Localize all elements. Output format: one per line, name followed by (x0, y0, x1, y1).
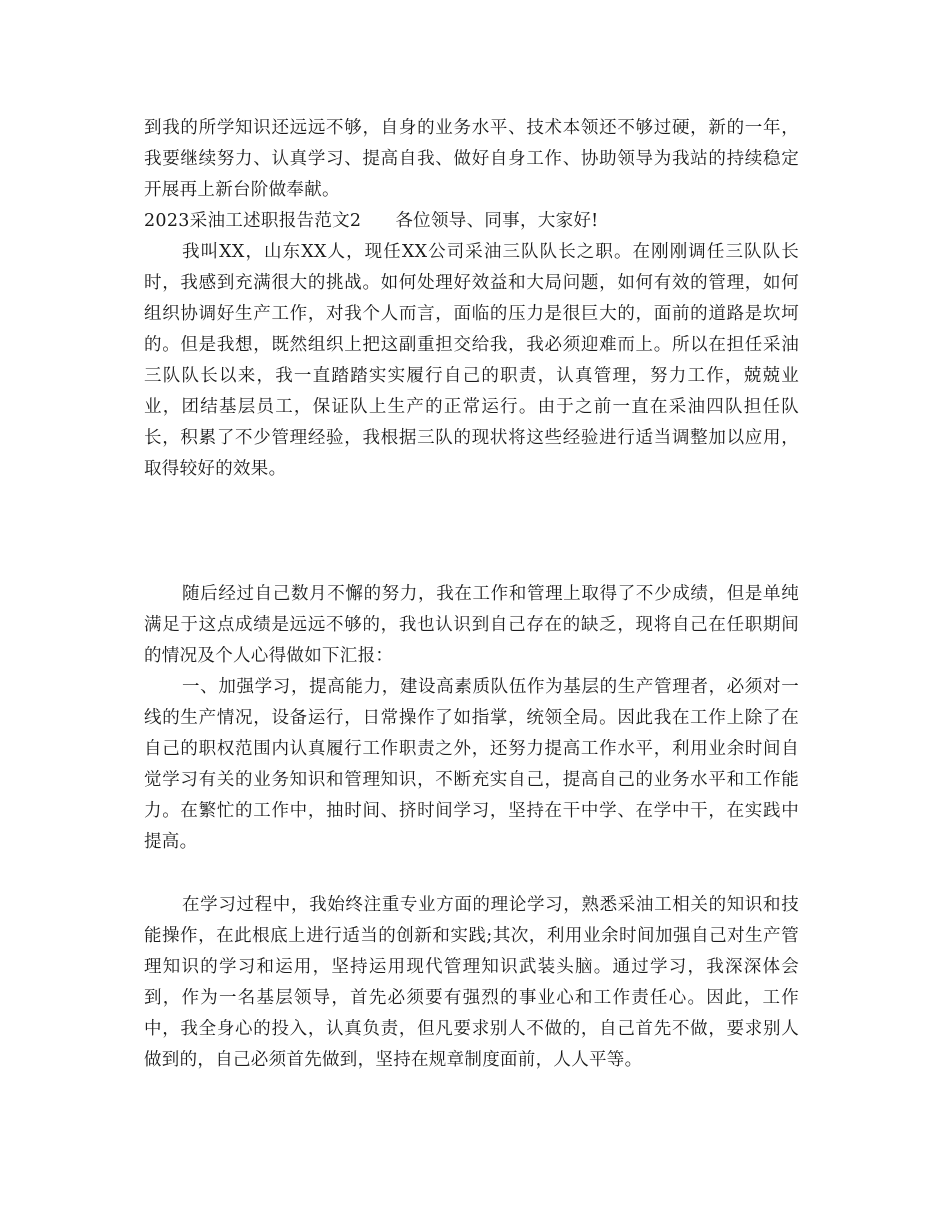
section-heading-line (144, 206, 799, 237)
paragraph-summary-intro: 随后经过自己数月不懈的努力，我在工作和管理上取得了不少成绩，但是单纯满足于这点成绩是远远不够的，我也认识到自己存在的缺乏，现将自己在任职期间的情况及个人心得做如下汇报： (144, 584, 799, 666)
paragraph-learning-process: 在学习过程中，我始终注重专业方面的理论学习，熟悉采油工相关的知识和技能操作，在此根底上进行适当的创新和实践;其次，利用业余时间加强自己对生产管理知识的学习和运用，坚持运用现代管理知识武装头脑。通过学习，我深深体会到，作为一名基层领导，首先必须要有强烈的事业心和工作责任心。因此，工作中，我全身心的投入，认真负责，但凡要求别人不做的，自己首先不做，要求别人做到的，自己必须首先做到，坚持在规章制度面前，人人平等。 (144, 895, 799, 1070)
paragraph-introduction: 我叫XX，山东XX人，现任XX公司采油三队队长之职。在刚刚调任三队队长时，我感到充满很大的挑战。如何处理好效益和大局问题，如何有效的管理，如何组织协调好生产工作，对我个人而言，面临的压力是很巨大的，面前的道路是坎坷的。但是我想，既然组织上把这副重担交给我，我必须迎难而上。所以在担任采油三队队长以来，我一直踏踏实实履行自己的职责，认真管理，努力工作，兢兢业业，团结基层员工，保证队上生产的正常运行。由于之前一直在采油四队担任队长，积累了不少管理经验，我根据三队的现状将这些经验进行适当调整加以应用，取得较好的效果。 (144, 242, 799, 479)
greeting: 各位领导、同事，大家好! (395, 211, 599, 231)
section-title: 2023采油工述职报告范文2 (144, 211, 362, 231)
paragraph-section-one: 一、加强学习，提高能力，建设高素质队伍作为基层的生产管理者，必须对一线的生产情况，设备运行，日常操作了如指掌，统领全局。因此我在工作上除了在自己的职权范围内认真履行工作职责之外，还努力提高工作水平，利用业余时间自觉学习有关的业务知识和管理知识，不断充实自己，提高自己的业务水平和工作能力。在繁忙的工作中，抽时间、挤时间学习，坚持在干中学、在学中干，在实践中提高。 (144, 677, 799, 852)
continuation-paragraph: 到我的所学知识还远远不够，自身的业务水平、技术本领还不够过硬，新的一年，我要继续努力、认真学习、提高自我、做好自身工作、协助领导为我站的持续稳定开展再上新台阶做奉献。 (144, 118, 799, 200)
